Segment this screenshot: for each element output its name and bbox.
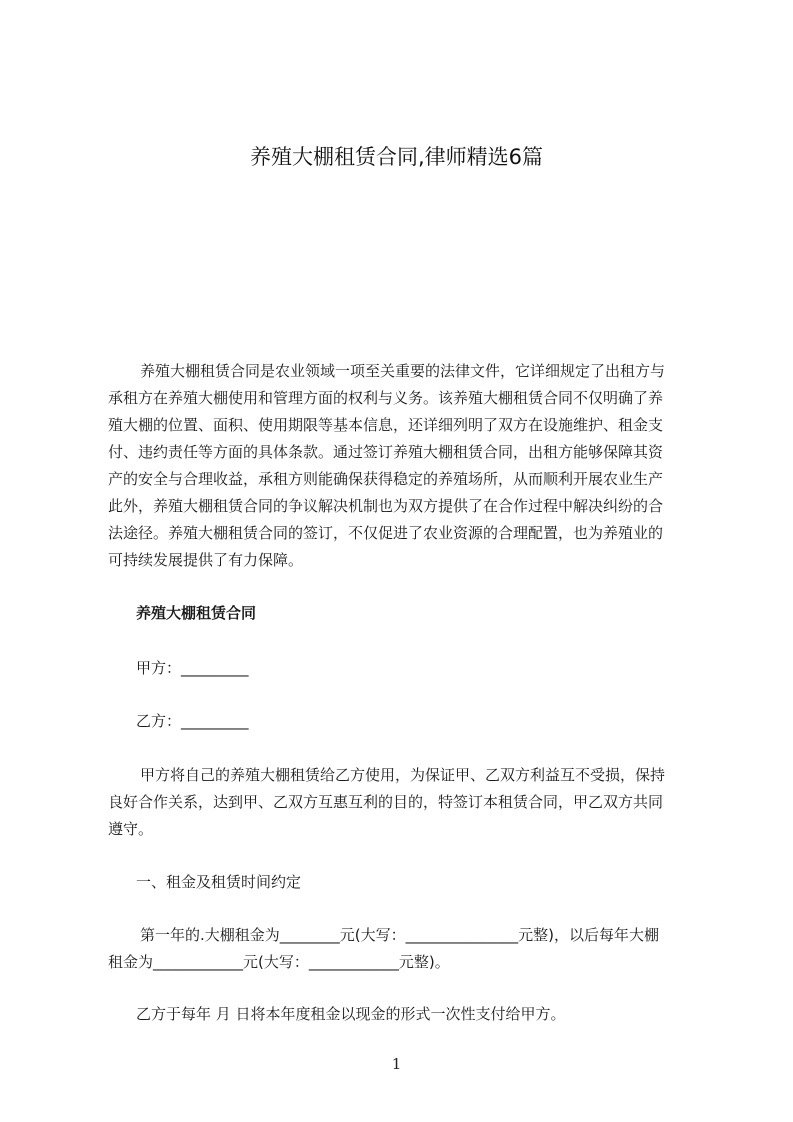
contract-heading: 养殖大棚租赁合同 xyxy=(136,604,257,622)
intro-line: 殖大棚的位置、面积、使用期限等基本信息，还详细列明了双方在设施维护、租金支 xyxy=(108,416,664,434)
intro-line: 法途径。养殖大棚租赁合同的签订，不仅促进了农业资源的合理配置，也为养殖业的 xyxy=(108,524,664,542)
purpose-line: 遵守。 xyxy=(108,820,154,838)
document-title: 养殖大棚租赁合同,律师精选6篇 xyxy=(249,145,544,169)
section-heading: 一、租金及租赁时间约定 xyxy=(136,873,302,891)
party-b-field: 乙方：_________ xyxy=(136,712,249,730)
intro-line: 养殖大棚租赁合同是农业领域一项至关重要的法律文件，它详细规定了出租方与 xyxy=(140,362,666,380)
purpose-line: 甲方将自己的养殖大棚租赁给乙方使用，为保证甲、乙双方利益互不受损，保持 xyxy=(140,766,666,784)
intro-line: 此外，养殖大棚租赁合同的争议解决机制也为双方提供了在合作过程中解决纠纷的合 xyxy=(108,497,664,515)
page-number: 1 xyxy=(391,1055,402,1073)
payment-line: 乙方于每年 月 日将本年度租金以现金的形式一次性支付给甲方。 xyxy=(136,1005,566,1023)
intro-line: 承租方在养殖大棚使用和管理方面的权利与义务。该养殖大棚租赁合同不仅明确了养 xyxy=(108,389,664,407)
rent-line: 第一年的.大棚租金为________元(大写：_______________元整)，以后每年大棚 xyxy=(140,926,659,944)
purpose-line: 良好合作关系，达到甲、乙双方互惠互利的目的，特签订本租赁合同，甲乙双方共同 xyxy=(108,793,664,811)
party-a-field: 甲方：_________ xyxy=(136,659,249,677)
intro-line: 产的安全与合理收益，承租方则能确保获得稳定的养殖场所，从而顺利开展农业生产 xyxy=(108,470,664,488)
intro-line: 可持续发展提供了有力保障。 xyxy=(108,551,304,569)
intro-line: 付、违约责任等方面的具体条款。通过签订养殖大棚租赁合同，出租方能够保障其资 xyxy=(108,443,664,461)
rent-line: 租金为____________元(大写：____________元整)。 xyxy=(108,953,450,971)
